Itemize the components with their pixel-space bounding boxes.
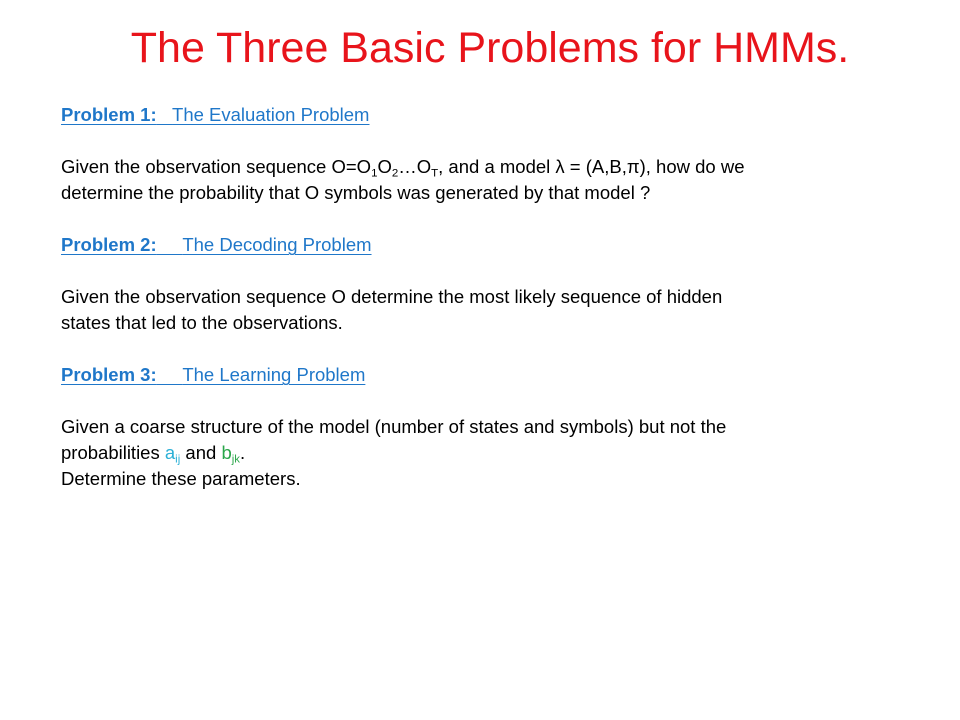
problem-1-heading [61, 102, 941, 128]
problem-3-and: and [180, 442, 222, 463]
problem-3-text-line-2 [61, 440, 941, 466]
problem-2-heading [61, 232, 941, 258]
problem-1-o2: O [377, 156, 392, 177]
slide-title: The Three Basic Problems for HMMs. [130, 24, 850, 72]
subscript-2: 2 [391, 167, 399, 180]
problem-3-name: The Learning Problem [182, 364, 366, 385]
problem-1-text-pre: Given the observation sequence O=O [61, 156, 372, 177]
param-a: $a_{ij}$ [164, 442, 181, 466]
problem-1-text-line-1 [61, 154, 941, 180]
problem-2-name: The Decoding Problem [182, 234, 372, 255]
problem-1-text-post: , and a model λ = (A,B,π), how do we [438, 156, 745, 177]
problem-3-heading [61, 362, 941, 388]
problem-2-text-line-1: Given the observation sequence O determine the most likely sequence of hidden [61, 286, 723, 307]
problem-2-text-line-2: states that led to the observations. [61, 312, 343, 333]
problem-3-text-line-3: Determine these parameters. [61, 468, 301, 489]
subscript-1: 1 [371, 167, 378, 180]
subscript-t: T [431, 167, 439, 180]
param-b-subscript: jk [231, 453, 241, 466]
problem-3-end: . [240, 442, 246, 463]
param-a-subscript: ij [175, 453, 181, 466]
problem-2-label: Problem 2: [61, 234, 157, 255]
problem-1-label: Problem 1: [61, 104, 157, 125]
slide-body [61, 102, 941, 492]
problem-1-name: The Evaluation Problem [172, 104, 370, 125]
problem-3-text-pre: probabilities [61, 442, 165, 463]
problem-1-text-line-2: determine the probability that O symbols was generated by that model ? [61, 182, 651, 203]
problem-3-label: Problem 3: [61, 364, 157, 385]
problem-3-text-line-1: Given a coarse structure of the model (number of states and symbols) but not the [61, 416, 727, 437]
problem-1-dots: …O [398, 156, 432, 177]
param-b: $b_{jk}$ [221, 442, 241, 466]
